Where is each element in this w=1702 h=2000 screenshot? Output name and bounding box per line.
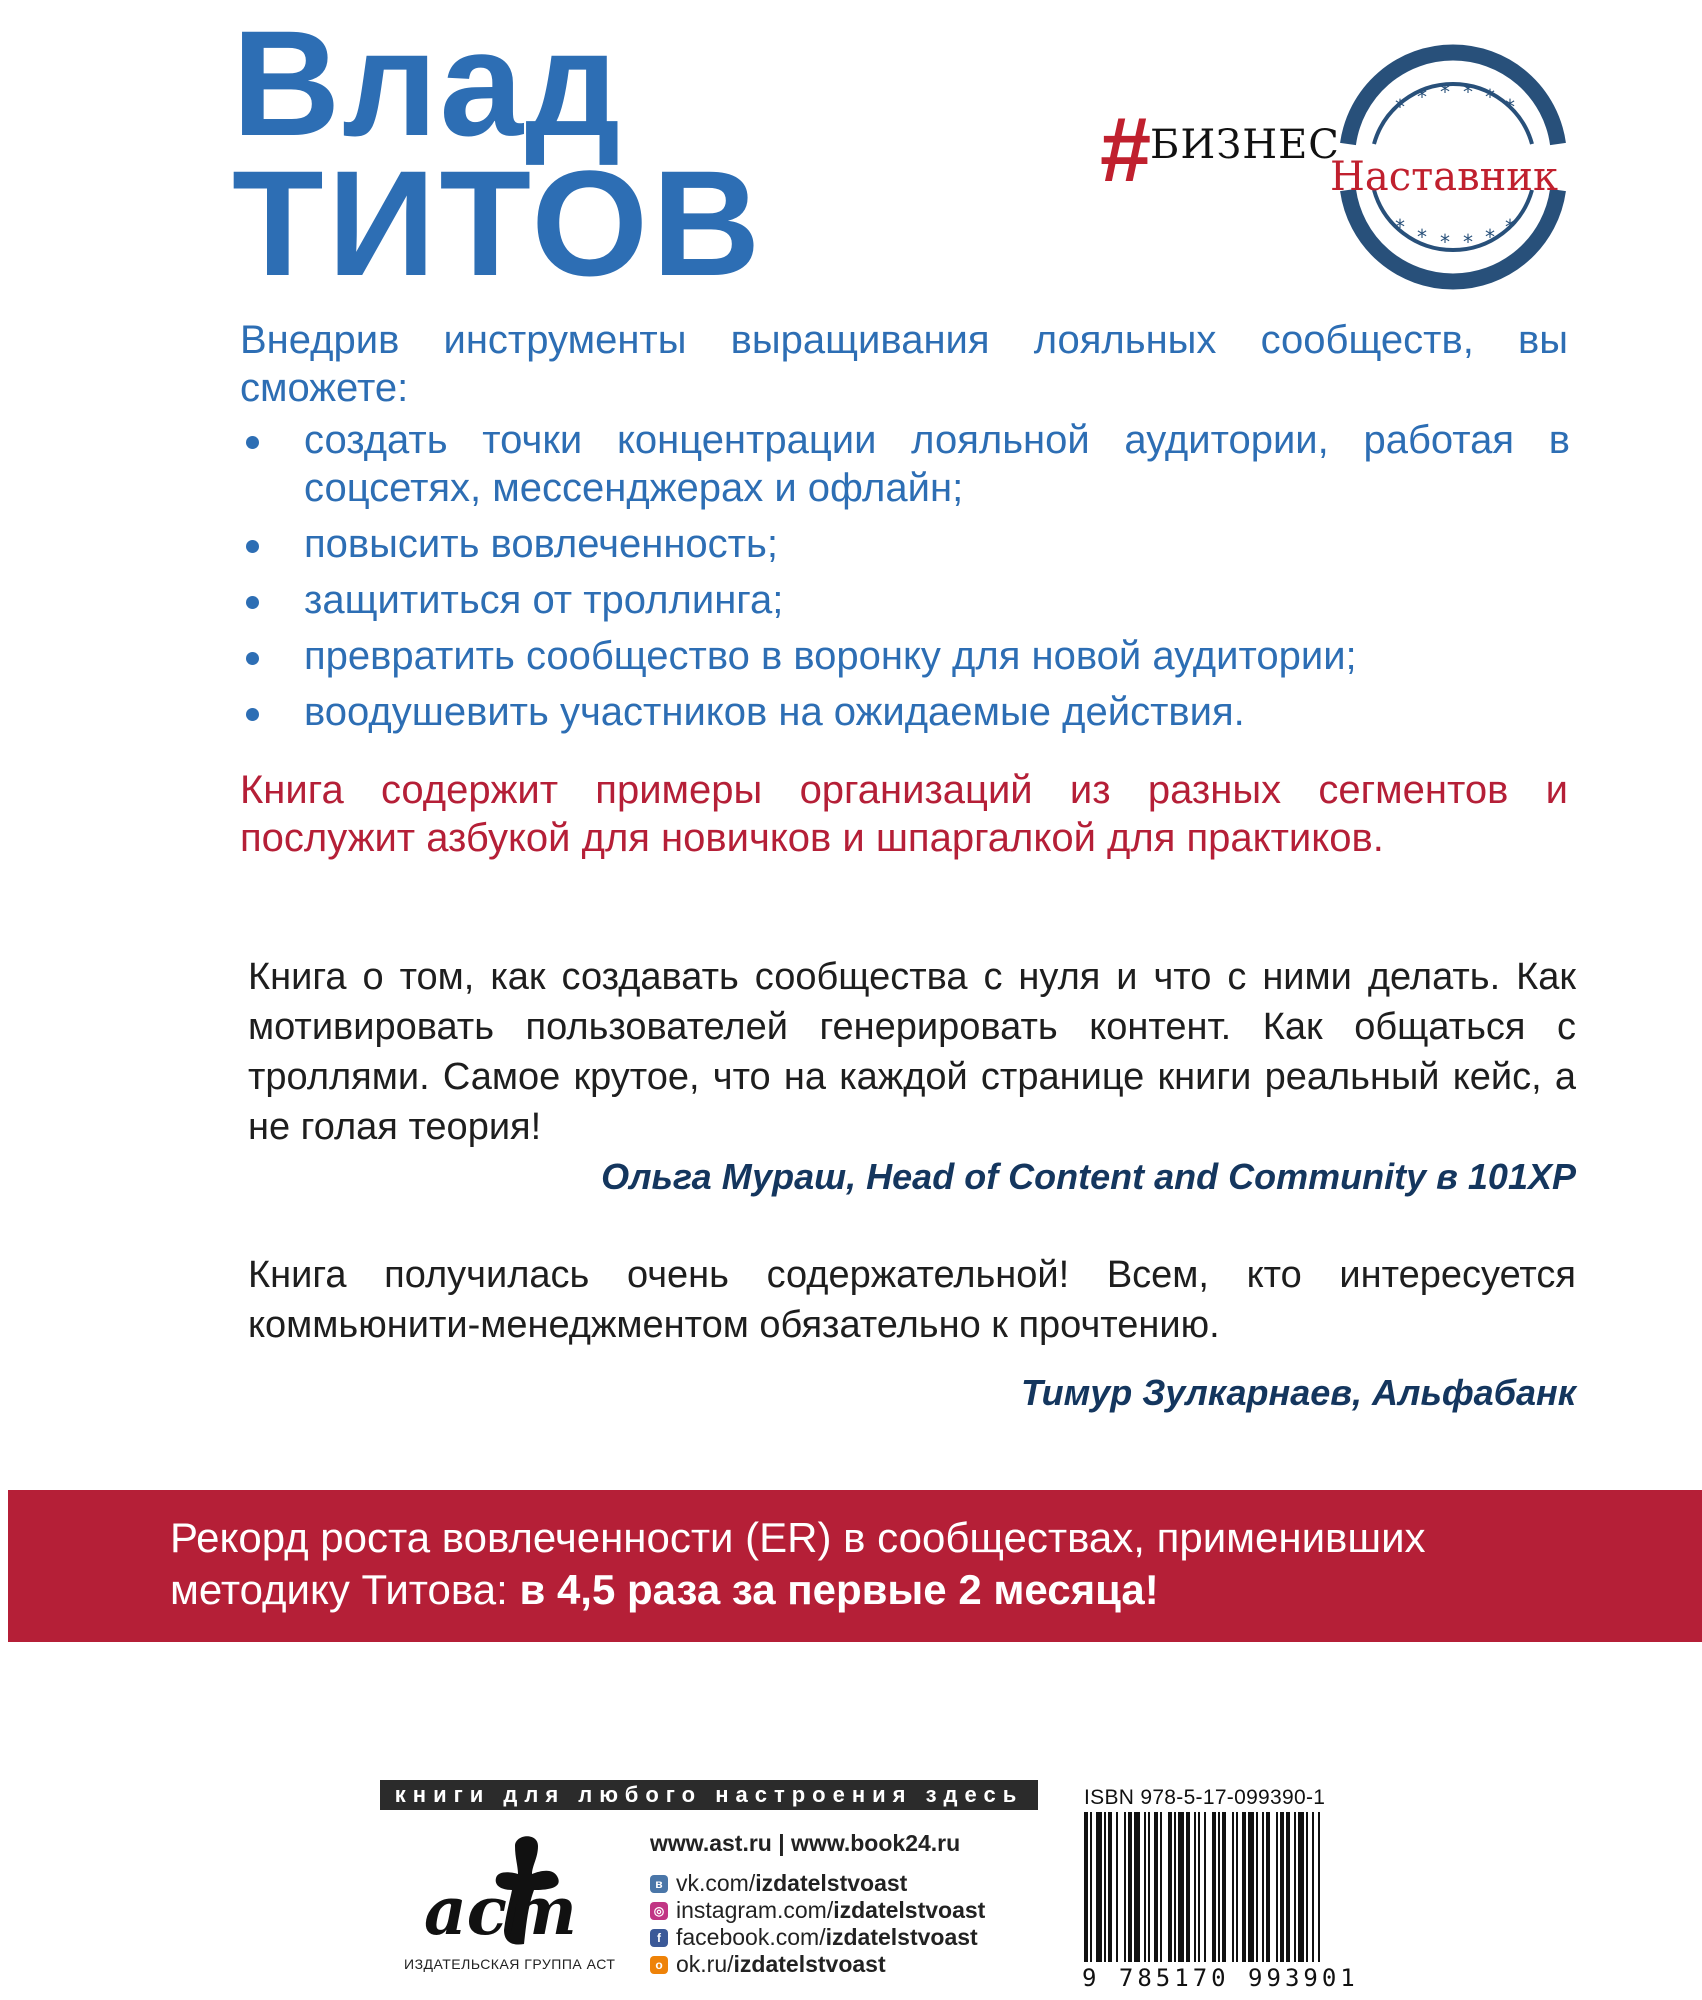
svg-text:*: * (1463, 230, 1473, 254)
publisher-caption: ИЗДАТЕЛЬСКАЯ ГРУППА АСТ (404, 1956, 616, 1972)
social-prefix: ok.ru/ (676, 1951, 734, 1977)
logo-text: аст (424, 1872, 577, 1950)
social-prefix: instagram.com/ (676, 1897, 834, 1923)
svg-text:*: * (1485, 85, 1495, 109)
banner-text (170, 1512, 1590, 1616)
svg-text:*: * (1395, 95, 1405, 119)
benefit-text: создать точки концентрации лояльной аудитории, работая в соцсетях, мессенджерах и офлайн; (304, 418, 1570, 510)
benefits-list (240, 416, 1570, 744)
list-item (240, 688, 1570, 736)
barcode-digits: 9 785170 993901 (1082, 1964, 1359, 1992)
svg-text:*: * (1505, 215, 1515, 239)
list-item (240, 520, 1570, 568)
intro-text: Внедрив инструменты выращивания лояльных сообществ, вы сможете: (240, 318, 1568, 410)
author-first-name: Влад (232, 0, 623, 167)
social-prefix: vk.com/ (676, 1870, 756, 1896)
vk-icon: в (650, 1875, 668, 1893)
banner-highlight: в 4,5 раза за первые 2 месяца! (519, 1566, 1159, 1613)
list-item (240, 576, 1570, 624)
social-handle: izdatelstvoast (755, 1870, 908, 1896)
list-item (240, 632, 1570, 680)
publisher-slogan: книги для любого настроения здесь (380, 1780, 1038, 1810)
bullet-icon (246, 652, 259, 665)
publisher-sites[interactable]: www.ast.ru | www.book24.ru (650, 1830, 961, 1856)
ast-logo-icon (420, 1826, 590, 1952)
review-author-1: Ольга Мураш, Head of Content and Community в 101XP (601, 1156, 1576, 1197)
svg-text:*: * (1417, 225, 1427, 249)
review-quote-2: Книга получилась очень содержательной! Всем, кто интересуется коммьюнити-менеджментом обязательно к прочтению. (248, 1254, 1576, 1346)
odnoklassniki-icon: о (650, 1956, 668, 1974)
benefit-text: повысить вовлеченность; (304, 522, 778, 566)
benefit-text: защититься от троллинга; (304, 578, 784, 622)
svg-text:*: * (1440, 80, 1450, 104)
facebook-icon: f (650, 1929, 668, 1947)
svg-text:*: * (1505, 95, 1515, 119)
benefit-text: воодушевить участников на ожидаемые действия. (304, 690, 1245, 734)
social-link-vk[interactable] (650, 1870, 907, 1897)
bullet-icon (246, 436, 259, 449)
social-link-odnoklassniki[interactable] (650, 1951, 886, 1978)
svg-text:*: * (1417, 85, 1427, 109)
benefit-text: превратить сообщество в воронку для новой аудитории; (304, 634, 1357, 678)
isbn-label: ISBN 978-5-17-099390-1 (1084, 1786, 1326, 1809)
social-handle: izdatelstvoast (833, 1897, 986, 1923)
review-quote-1: Книга о том, как создавать сообщества с нуля и что с ними делать. Как мотивировать пользователей генерировать контент. Как общаться с троллями. Самое крутое, что на каждой странице книги реальный кейс, а не голая теория! (248, 956, 1576, 1148)
record-banner (8, 1490, 1702, 1642)
banner-main-text: Рекорд роста вовлеченности (ER) в сообществах, применивших методику Титова: (170, 1514, 1426, 1613)
bullet-icon (246, 540, 259, 553)
social-prefix: facebook.com/ (676, 1924, 826, 1950)
series-word-mentor: Наставник (1330, 154, 1558, 200)
svg-text:*: * (1463, 80, 1473, 104)
book-description: Книга содержит примеры организаций из разных сегментов и послужит азбукой для новичков и шпаргалкой для практиков. (240, 768, 1568, 860)
instagram-icon: ◎ (650, 1902, 668, 1920)
list-item (240, 416, 1570, 512)
social-handle: izdatelstvoast (825, 1924, 978, 1950)
social-handle: izdatelstvoast (733, 1951, 886, 1977)
svg-text:*: * (1395, 215, 1405, 239)
social-link-facebook[interactable] (650, 1924, 978, 1951)
social-link-instagram[interactable] (650, 1897, 985, 1924)
series-badge (1100, 44, 1580, 294)
barcode-block (1080, 1786, 1380, 1992)
series-hash: # (1100, 99, 1152, 201)
bullet-icon (246, 708, 259, 721)
review-author-2: Тимур Зулкарнаев, Альфабанк (1021, 1372, 1576, 1413)
svg-text:*: * (1485, 225, 1495, 249)
bullet-icon (246, 596, 259, 609)
series-word-business: БИЗНЕС (1150, 122, 1340, 168)
author-last-name: ТИТОВ (232, 139, 765, 307)
svg-text:*: * (1440, 230, 1450, 254)
barcode-icon (1080, 1812, 1376, 1962)
